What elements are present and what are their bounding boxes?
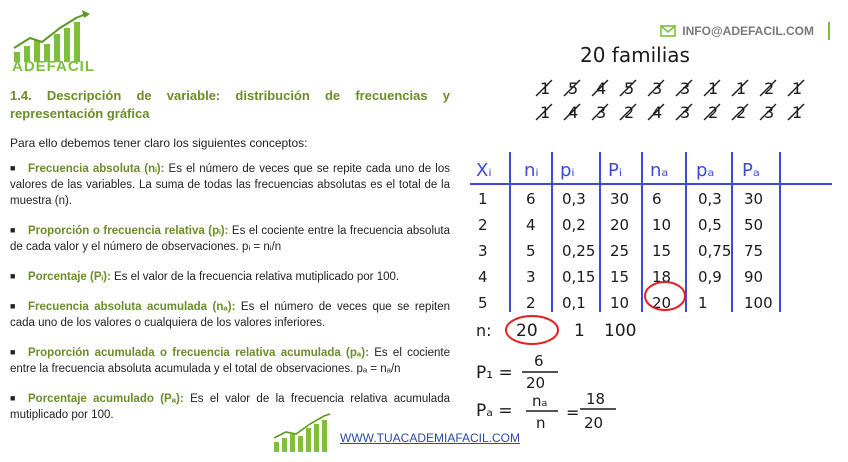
total-P: 100 [604, 321, 637, 341]
sample-value: 1 [792, 79, 803, 98]
table-cell: 6 [526, 190, 536, 208]
formula1-lhs: P₁ = [476, 363, 513, 383]
sample-value: 1 [792, 103, 803, 122]
formula2-den2: 20 [584, 414, 604, 432]
table-cell: 0,5 [698, 216, 722, 234]
sample-value: 5 [624, 79, 635, 98]
footer-logo-icon [272, 412, 334, 454]
handwritten-notes [470, 40, 848, 440]
website-link[interactable]: WWW.TUACADEMIAFACIL.COM [340, 431, 520, 445]
definition-text: Es el número de veces que se repiten cada uno de los valores o cualquiera de los valores inferiores. [10, 301, 450, 329]
definition-text: Es el número de veces que se repite cada uno de los valores de las variables. La suma de todas las frecuencias absolutas es el total de la muestra (n). [10, 163, 450, 207]
sample-value: 3 [680, 103, 691, 122]
table-cell: 0,1 [562, 294, 586, 312]
sample-value: 2 [708, 103, 719, 122]
table-cell: 3 [478, 242, 488, 260]
table-header: nₐ [650, 160, 669, 181]
sample-value: 3 [680, 79, 691, 98]
definition-term: Frecuencia absoluta (nᵢ): [28, 163, 165, 175]
definition-item: ■ Frecuencia absoluta (nᵢ): Es el número de veces que se repite cada uno de los valores de las variables. La suma de todas las frecuencias absolutas es el total de la muestra (n). [10, 163, 450, 207]
table-cell: 100 [744, 294, 773, 312]
divider [828, 22, 830, 40]
sample-value: 3 [764, 103, 775, 122]
sample-value: 2 [736, 103, 747, 122]
table-cell: 4 [526, 216, 536, 234]
envelope-icon [660, 25, 676, 37]
definition-text: Es el cociente entre la frecuencia absoluta de cada valor y el número de observaciones. pᵢ = nᵢ/n [10, 225, 450, 253]
table-cell: 30 [610, 190, 630, 208]
formula2-num: nₐ [532, 392, 548, 410]
table-cell: 0,75 [698, 242, 732, 260]
formula2-lhs: Pₐ = [476, 401, 513, 421]
table-cell: 6 [652, 190, 662, 208]
definition-item: ■ Proporción o frecuencia relativa (pᵢ): Es el cociente entre la frecuencia absoluta de cada valor y el número de observaciones. pᵢ = nᵢ/n [10, 225, 450, 253]
definition-term: Porcentaje acumulado (Pₐ): [28, 393, 184, 405]
formula2-den: n [536, 414, 546, 432]
definition-item: ■ Porcentaje (Pᵢ): Es el valor de la frecuencia relativa mutiplicado por 100. [10, 271, 400, 283]
table-cell: 2 [526, 294, 536, 312]
table-cell: 0,3 [562, 190, 586, 208]
table-header: Pₐ [742, 160, 760, 181]
formula1-num: 6 [534, 352, 544, 370]
table-cell: 3 [526, 268, 536, 286]
definition-text: Es el valor de la frecuencia relativa mutiplicado por 100. [110, 271, 400, 283]
section-title: 1.4. Descripción de variable: distribución de frecuencias y representación gráfica [10, 88, 450, 121]
formula1-den: 20 [526, 374, 546, 392]
table-cell: 90 [744, 268, 764, 286]
sample-value: 2 [624, 103, 635, 122]
table-cell: 30 [744, 190, 764, 208]
total-p: 1 [574, 321, 585, 341]
email-text: INFO@ADEFACIL.COM [682, 24, 814, 38]
definition-term: Proporción acumulada o frecuencia relativa acumulada (pₐ): [28, 347, 369, 359]
sample-value: 3 [652, 79, 663, 98]
table-cell: 1 [478, 190, 488, 208]
notes-heading: 20 familias [580, 43, 690, 67]
sample-value: 3 [596, 103, 607, 122]
table-cell: 2 [478, 216, 488, 234]
table-cell: 15 [652, 242, 672, 260]
table-cell: 0,15 [562, 268, 596, 286]
table-cell: 20 [652, 294, 672, 312]
sample-value: 2 [764, 79, 775, 98]
definition-item: ■ Porcentaje acumulado (Pₐ): Es el valor de la frecuencia relativa acumulada mutiplicado por 100. [10, 393, 450, 421]
definition-term: Porcentaje (Pᵢ): [28, 271, 111, 283]
table-cell: 10 [610, 294, 630, 312]
table-header: pₐ [696, 160, 715, 181]
table-cell: 25 [610, 242, 630, 260]
contact-email[interactable] [660, 22, 830, 40]
sample-value: 1 [708, 79, 719, 98]
total-n: 20 [516, 321, 538, 341]
table-header: Xᵢ [476, 160, 492, 181]
table-cell: 5 [526, 242, 536, 260]
table-cell: 10 [652, 216, 672, 234]
table-header: nᵢ [524, 160, 539, 181]
table-cell: 75 [744, 242, 764, 260]
sample-value: 5 [568, 79, 579, 98]
sample-value: 4 [568, 103, 579, 122]
totals-label: n: [476, 321, 492, 340]
table-header: Pᵢ [608, 160, 623, 181]
table-cell: 0,25 [562, 242, 596, 260]
sample-value: 1 [540, 79, 551, 98]
table-cell: 15 [610, 268, 630, 286]
table-cell: 18 [652, 268, 672, 286]
formula2-num2: 18 [586, 390, 606, 408]
sample-value: 1 [736, 79, 747, 98]
table-cell: 50 [744, 216, 764, 234]
definition-list [10, 160, 450, 436]
intro-text: Para ello debemos tener claro los siguientes conceptos: [10, 136, 308, 150]
definition-term: Frecuencia absoluta acumulada (nₐ): [28, 301, 236, 313]
table-cell: 1 [698, 294, 708, 312]
table-header: pᵢ [560, 160, 575, 181]
table-cell: 4 [478, 268, 488, 286]
table-cell: 0,2 [562, 216, 586, 234]
definition-item: ■ Frecuencia absoluta acumulada (nₐ): Es el número de veces que se repiten cada uno de los valores o cualquiera de los valores inferiores. [10, 301, 450, 329]
sample-value: 4 [652, 103, 663, 122]
table-cell: 0,3 [698, 190, 722, 208]
sample-value: 1 [540, 103, 551, 122]
table-cell: 0,9 [698, 268, 722, 286]
table-cell: 20 [610, 216, 630, 234]
table-cell: 5 [478, 294, 488, 312]
logo-text: ADEFACIL [12, 58, 95, 75]
formula2-eq: = [566, 403, 580, 422]
sample-value: 4 [596, 79, 607, 98]
definition-text: Es el valor de la frecuencia relativa acumulada mutiplicado por 100. [10, 393, 450, 421]
definition-text: Es el cociente entre la frecuencia absoluta acumulada y el total de observaciones. pₐ = nₐ/n [10, 347, 450, 375]
definition-term: Proporción o frecuencia relativa (pᵢ): [28, 225, 229, 237]
definition-item: ■ Proporción acumulada o frecuencia relativa acumulada (pₐ): Es el cociente entre la frecuencia absoluta acumulada y el total de observaciones. pₐ = nₐ/n [10, 347, 450, 375]
